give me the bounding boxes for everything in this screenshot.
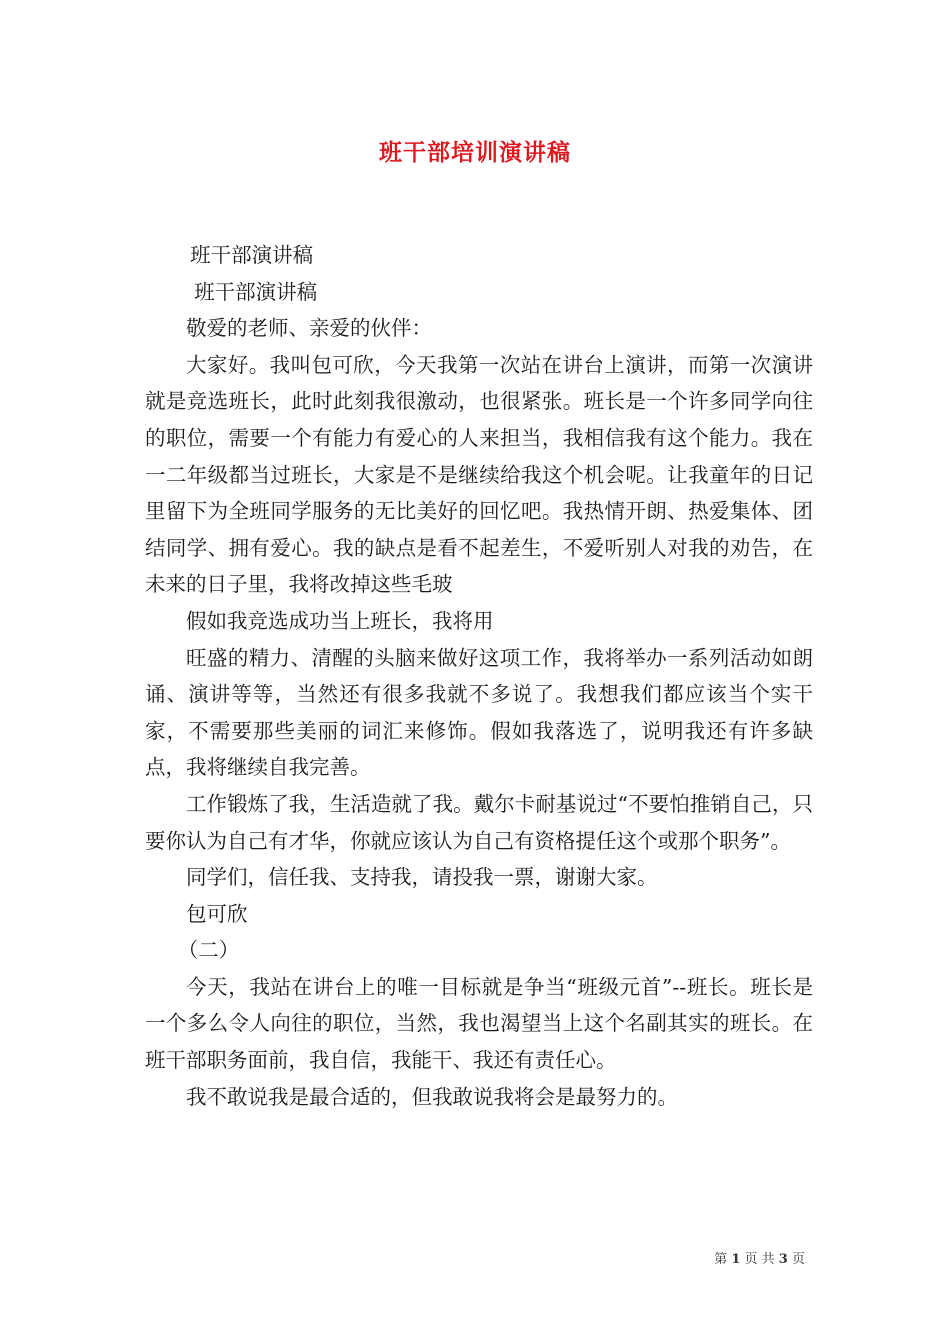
paragraph: 工作锻炼了我，生活造就了我。戴尔卡耐基说过“不要怕推销自己，只要你认为自己有才华，你就应该认为自己有资格提任这个或那个职务”。 bbox=[145, 791, 813, 853]
footer-suffix: 页 bbox=[791, 1252, 805, 1267]
page-number-footer bbox=[714, 1248, 805, 1267]
paragraph: 假如我竞选成功当上班长，我将用 bbox=[186, 608, 494, 633]
paragraph: 今天，我站在讲台上的唯一目标就是争当“班级元首”--班长。班长是一个多么令人向往的职位，当然，我也渴望当上这个名副其实的班长。在班干部职务面前，我自信，我能干、我还有责任心。 bbox=[145, 974, 813, 1073]
paragraph: 班干部演讲稿 bbox=[190, 243, 314, 267]
document-title: 班干部培训演讲稿 bbox=[379, 139, 571, 166]
paragraph: 包可欣 bbox=[186, 901, 248, 926]
paragraph: 旺盛的精力、清醒的头脑来做好这项工作，我将举办一系列活动如朗诵、演讲等等，当然还有很多我就不多说了。我想我们都应该当个实干家，不需要那些美丽的词汇来修饰。假如我落选了，说明我还有许多缺点，我将继续自我完善。 bbox=[145, 645, 813, 780]
paragraph: （二） bbox=[177, 938, 240, 963]
paragraph: 敬爱的老师、亲爱的伙伴： bbox=[186, 316, 432, 341]
footer-prefix: 第 bbox=[714, 1252, 728, 1267]
footer-current-page: 1 bbox=[731, 1252, 741, 1267]
document-body bbox=[145, 237, 813, 1115]
footer-middle: 页 共 bbox=[744, 1252, 775, 1267]
paragraph: 大家好。我叫包可欣，今天我第一次站在讲台上演讲，而第一次演讲就是竞选班长，此时此刻我很激动，也很紧张。班长是一个许多同学向往的职位，需要一个有能力有爱心的人来担当，我相信我有这个能力。我在一二年级都当过班长，大家是不是继续给我这个机会呢。让我童年的日记里留下为全班同学服务的无比美好的回忆吧。我热情开朗、热爱集体、团结同学、拥有爱心。我的缺点是看不起差生，不爱听别人对我的劝告，在未来的日子里，我将改掉这些毛玻 bbox=[145, 352, 813, 597]
paragraph: 同学们，信任我、支持我，请投我一票，谢谢大家。 bbox=[186, 865, 658, 890]
paragraph: 我不敢说我是最合适的，但我敢说我将会是最努力的。 bbox=[186, 1084, 678, 1109]
footer-total-pages: 3 bbox=[778, 1252, 788, 1267]
paragraph: 班干部演讲稿 bbox=[194, 279, 318, 304]
